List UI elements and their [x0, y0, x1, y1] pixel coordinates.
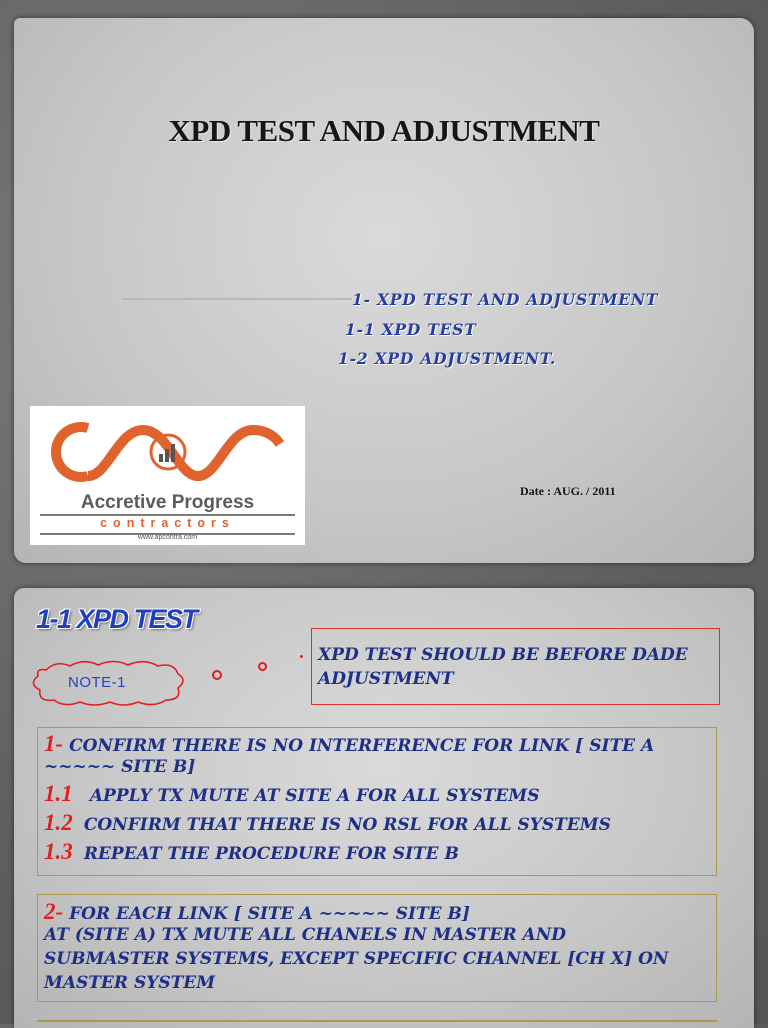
content-slide: [14, 588, 754, 1028]
divider-line: [122, 298, 352, 300]
step-text: CONFIRM THERE IS NO INTERFERENCE FOR LINK [ SITE A: [63, 736, 655, 756]
step-text-line: MASTER SYSTEM: [44, 973, 216, 993]
substep-number: 1.3: [44, 839, 73, 864]
section-title: 1-1 XPD TEST: [36, 604, 197, 634]
procedure-step-1: [37, 727, 717, 876]
step-text: FOR EACH LINK [ SITE A ~~~~~ SITE B]: [63, 904, 470, 924]
note-label: NOTE-1: [68, 674, 127, 691]
company-logo: [30, 406, 305, 545]
logo-tagline: contractors: [100, 516, 235, 530]
substep-row: [44, 781, 716, 808]
date-label: Date : AUG. / 2011: [520, 484, 616, 498]
agenda-item-3: 1-2 XPD ADJUSTMENT.: [338, 349, 557, 368]
substep-number: 1.1: [44, 781, 73, 806]
procedure-step-2: [37, 894, 717, 1002]
agenda-item-2: 1-1 XPD TEST: [345, 320, 477, 339]
note-text: XPD TEST SHOULD BE BEFORE DADE ADJUSTMENT: [318, 645, 688, 689]
agenda-item-1: 1- XPD TEST AND ADJUSTMENT: [352, 290, 659, 309]
substep-row: [44, 839, 716, 866]
step-text-continued: ~~~~~ SITE B]: [44, 757, 196, 777]
step-number: 1-: [44, 731, 64, 756]
logo-url: www.apcontra.com: [137, 534, 198, 541]
slide-title: XPD TEST AND ADJUSTMENT: [168, 113, 600, 148]
title-slide: [14, 18, 754, 563]
substep-text: CONFIRM THAT THERE IS NO RSL FOR ALL SYSTEMS: [83, 815, 611, 835]
note-callout-box: [311, 628, 720, 705]
step-text-line: AT (SITE A) TX MUTE ALL CHANELS IN MASTER AND: [44, 925, 566, 945]
step-text-line: SUBMASTER SYSTEMS, EXCEPT SPECIFIC CHANNEL [CH X] ON: [44, 949, 669, 969]
thought-bubble-large: [212, 670, 222, 680]
substep-text: APPLY TX MUTE AT SITE A FOR ALL SYSTEMS: [89, 786, 540, 806]
substep-row: [44, 810, 716, 837]
logo-company-name: Accretive Progress: [80, 492, 255, 513]
substep-number: 1.2: [44, 810, 73, 835]
thought-bubble-dot: [300, 655, 303, 658]
next-box-border: [37, 1020, 717, 1022]
substep-text: REPEAT THE PROCEDURE FOR SITE B: [83, 844, 459, 864]
thought-bubble-small: [258, 662, 267, 671]
step-number: 2-: [44, 899, 64, 924]
apc-logo-icon: [48, 418, 288, 488]
